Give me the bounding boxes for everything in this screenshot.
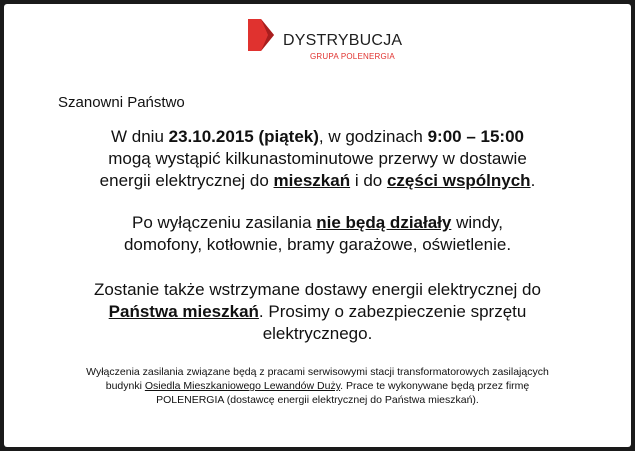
paragraph-request <box>24 279 611 345</box>
paragraph-footnote <box>34 365 601 407</box>
text: budynki <box>105 380 145 392</box>
text: W dniu <box>111 127 169 146</box>
paragraph-line <box>34 379 601 393</box>
logo-name: DYSTRYBUCJA <box>283 32 403 49</box>
paragraph-line: mogą wystąpić kilkunastominutowe przerwy w dostawie <box>108 149 527 168</box>
text: . Prace te wykonywane będą przez firmę <box>340 380 530 392</box>
not-working-emphasis: nie będą działały <box>316 213 452 232</box>
paragraph-outage-time <box>24 126 611 192</box>
paragraph-line <box>24 301 611 323</box>
logo-subtitle: GRUPA POLENERGIA <box>310 52 395 61</box>
your-apartments-emphasis: Państwa mieszkań <box>108 302 259 321</box>
text: energii elektrycznej do <box>99 171 274 190</box>
company-logo <box>248 19 403 65</box>
notice-page <box>4 4 631 447</box>
salutation: Szanowni Państwo <box>58 94 185 111</box>
paragraph-line: elektrycznego. <box>262 324 373 343</box>
text: i do <box>350 171 387 190</box>
paragraph-line: POLENERGIA (dostawcę energii elektrycznej do Państwa mieszkań). <box>156 394 479 406</box>
text: . <box>530 171 536 190</box>
apartments-emphasis: mieszkań <box>273 171 351 190</box>
text: Po wyłączeniu zasilania <box>131 213 317 232</box>
paragraph-line <box>24 212 611 234</box>
text: , w godzinach <box>318 127 428 146</box>
paragraph-affected-equipment <box>24 212 611 256</box>
text: windy, <box>451 213 504 232</box>
paragraph-line <box>24 126 611 148</box>
paragraph-line: Zostanie także wstrzymane dostawy energii elektrycznej do <box>94 280 541 299</box>
common-parts-emphasis: części wspólnych <box>386 171 531 190</box>
paragraph-line <box>24 170 611 192</box>
paragraph-line: domofony, kotłownie, bramy garażowe, oświetlenie. <box>123 235 512 254</box>
text: . Prosimy o zabezpieczenie sprzętu <box>258 302 527 321</box>
logo-mark-icon <box>248 19 280 51</box>
outage-date: 23.10.2015 (piątek) <box>168 127 319 146</box>
estate-name: Osiedla Mieszkaniowego Lewandów Duży <box>144 380 341 392</box>
outage-hours: 9:00 – 15:00 <box>427 127 524 146</box>
paragraph-line: Wyłączenia zasilania związane będą z pracami serwisowymi stacji transformatorowych zasilających <box>86 366 549 378</box>
